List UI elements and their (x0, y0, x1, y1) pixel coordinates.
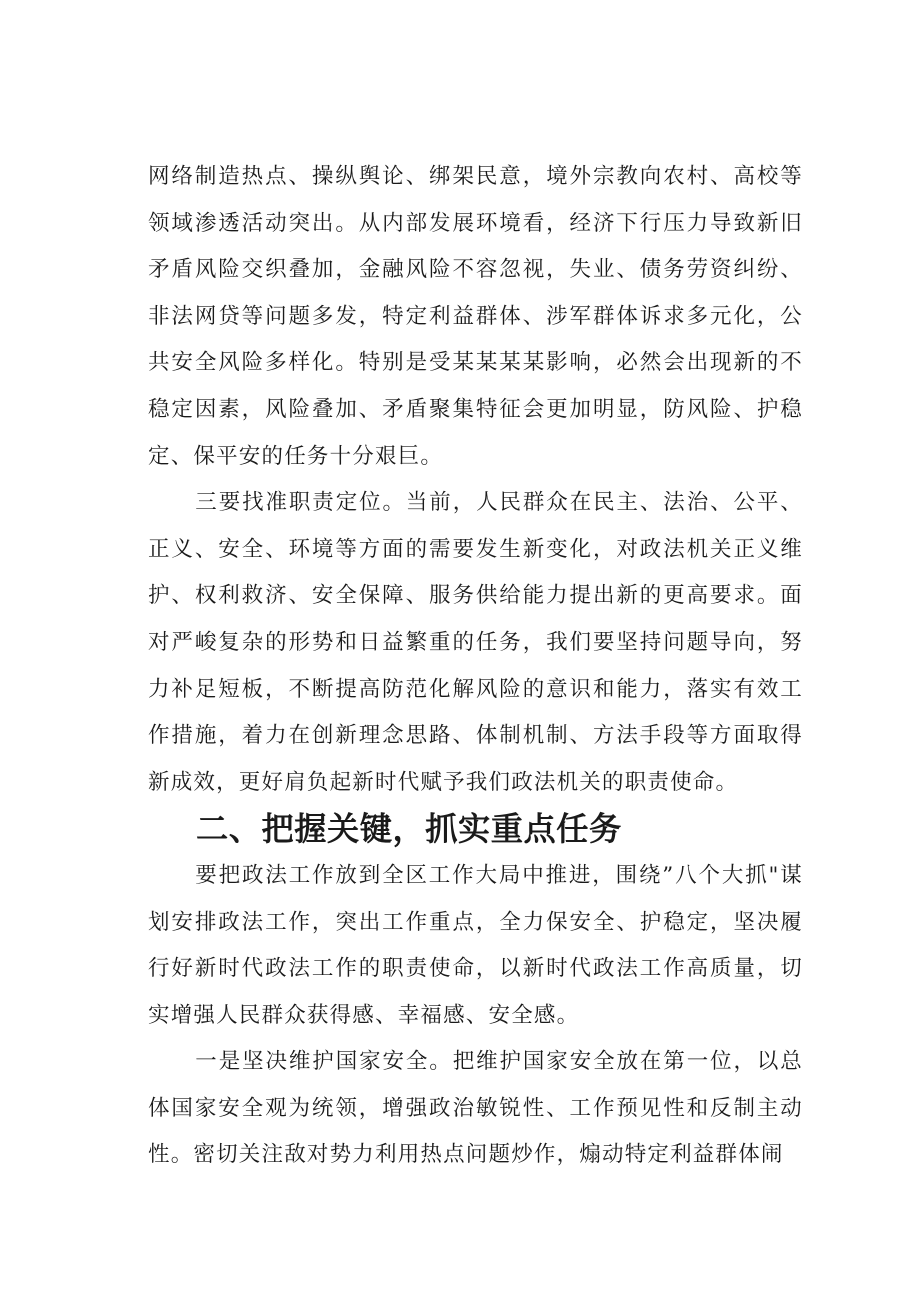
paragraph-continuation: 网络制造热点、操纵舆论、绑架民意，境外宗教向农村、高校等领域渗透活动突出。从内部发展环境看，经济下行压力导致新旧矛盾风险交织叠加，金融风险不容忽视，失业、债务劳资纠纷、非法网贷等问题多发，特定利益群体、涉军群体诉求多元化，公共安全风险多样化。特别是受某某某某影响，必然会出现新的不稳定因素，风险叠加、矛盾聚集特征会更加明显，防风险、护稳定、保平安的任务十分艰巨。 (148, 164, 803, 469)
section-heading: 二、把握关键，抓实重点任务 (196, 810, 622, 849)
paragraph-responsibility: 三要找准职责定位。当前，人民群众在民主、法治、公平、正义、安全、环境等方面的需要发生新变化，对政法机关正义维护、权利救济、安全保障、服务供给能力提出新的更高要求。面对严峻复杂的形势和日益繁重的任务，我们要坚持问题导向，努力补足短板，不断提高防范化解风险的意识和能力，落实有效工作措施，着力在创新理念思路、体制机制、方法手段等方面取得新成效，更好肩负起新时代赋予我们政法机关的职责使命。 (148, 490, 803, 795)
paragraph-overall-work: 要把政法工作放到全区工作大局中推进，围绕”八个大抓"谋划安排政法工作，突出工作重点，全力保安全、护稳定，坚决履行好新时代政法工作的职责使命，以新时代政法工作高质量，切实增强人民群众获得感、幸福感、安全感。 (148, 862, 803, 1028)
document-page (148, 154, 803, 1179)
paragraph-national-security: 一是坚决维护国家安全。把维护国家安全放在第一位，以总体国家安全观为统领，增强政治敏锐性、工作预见性和反制主动性。密切关注敌对势力利用热点问题炒作，煽动特定利益群体闹 (148, 1049, 803, 1168)
